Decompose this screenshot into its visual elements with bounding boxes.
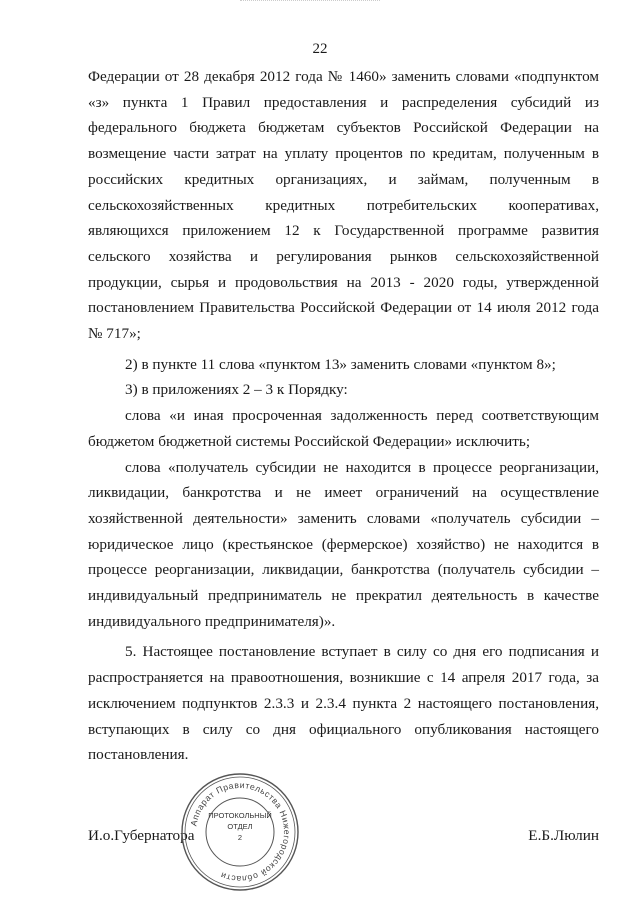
stamp-ring-text: Аппарат Правительства Нижегородской области [188, 779, 293, 885]
stamp-line-1: ПРОТОКОЛЬНЫЙ [208, 811, 272, 820]
paragraph-effective-date: 5. Настоящее постановление вступает в силу со дня его подписания и распространяется на правоотношения, возникшие с 14 апреля 2017 года, за исключением подпунктов 2.3.3 и 2.3.4 пункта 2 настоящего постановления, вступающих в силу со дня официального опубликования настоящего постановления. [88, 643, 599, 764]
paragraph-words-replacement: слова «получатель субсидии не находится в процессе реорганизации, ликвидации, банкротства и не имеет ограничений на осуществление хозяйственной деятельности» заменить словами «получатель субсидии – юридическое лицо (крестьянское (фермерское) хозяйство) не находится в процессе реорганизации, ликвидации, банкротства (получатель субсидии – индивидуальный предприниматель не прекратил деятельность в качестве индивидуального предпринимателя)». [88, 458, 599, 630]
document-body [88, 64, 599, 768]
paragraph-words-removal: слова «и иная просроченная задолженность перед соответствующим бюджетом бюджетной системы Российской Федерации» исключить; [88, 407, 599, 450]
signatory-title: И.о.Губернатора [88, 827, 195, 844]
stamp-line-3: 2 [237, 833, 243, 842]
official-stamp [178, 770, 302, 894]
stamp-line-2: ОТДЕЛ [227, 822, 253, 831]
paragraph-continuation: Федерации от 28 декабря 2012 года № 1460» заменить словами «подпунктом «з» пункта 1 Правил предоставления и распределения субсидий из федерального бюджета бюджетам субъектов Российской Федерации на возмещение части затрат на уплату процентов по кредитам, полученным в российских кредитных организациях, и займам, полученным в сельскохозяйственных кредитных потребительских кооперативах, являющихся приложением 12 к Государственной программе развития сельского хозяйства и регулирования рынков сельскохозяйственной продукции, сырья и продовольствия на 2013 - 2020 годы, утвержденной постановлением Правительства Российской Федерации от 14 июля 2012 года № 717»; [88, 68, 599, 343]
page-number: 22 [312, 41, 328, 57]
stamp-center-text [178, 810, 302, 843]
scan-artifact [240, 0, 380, 4]
signatory-name: Е.Б.Люлин [528, 827, 599, 844]
paragraph-item-3: 3) в приложениях 2 – 3 к Порядку: [125, 381, 348, 399]
paragraph-item-2: 2) в пункте 11 слова «пунктом 13» заменить словами «пунктом 8»; [125, 355, 556, 373]
